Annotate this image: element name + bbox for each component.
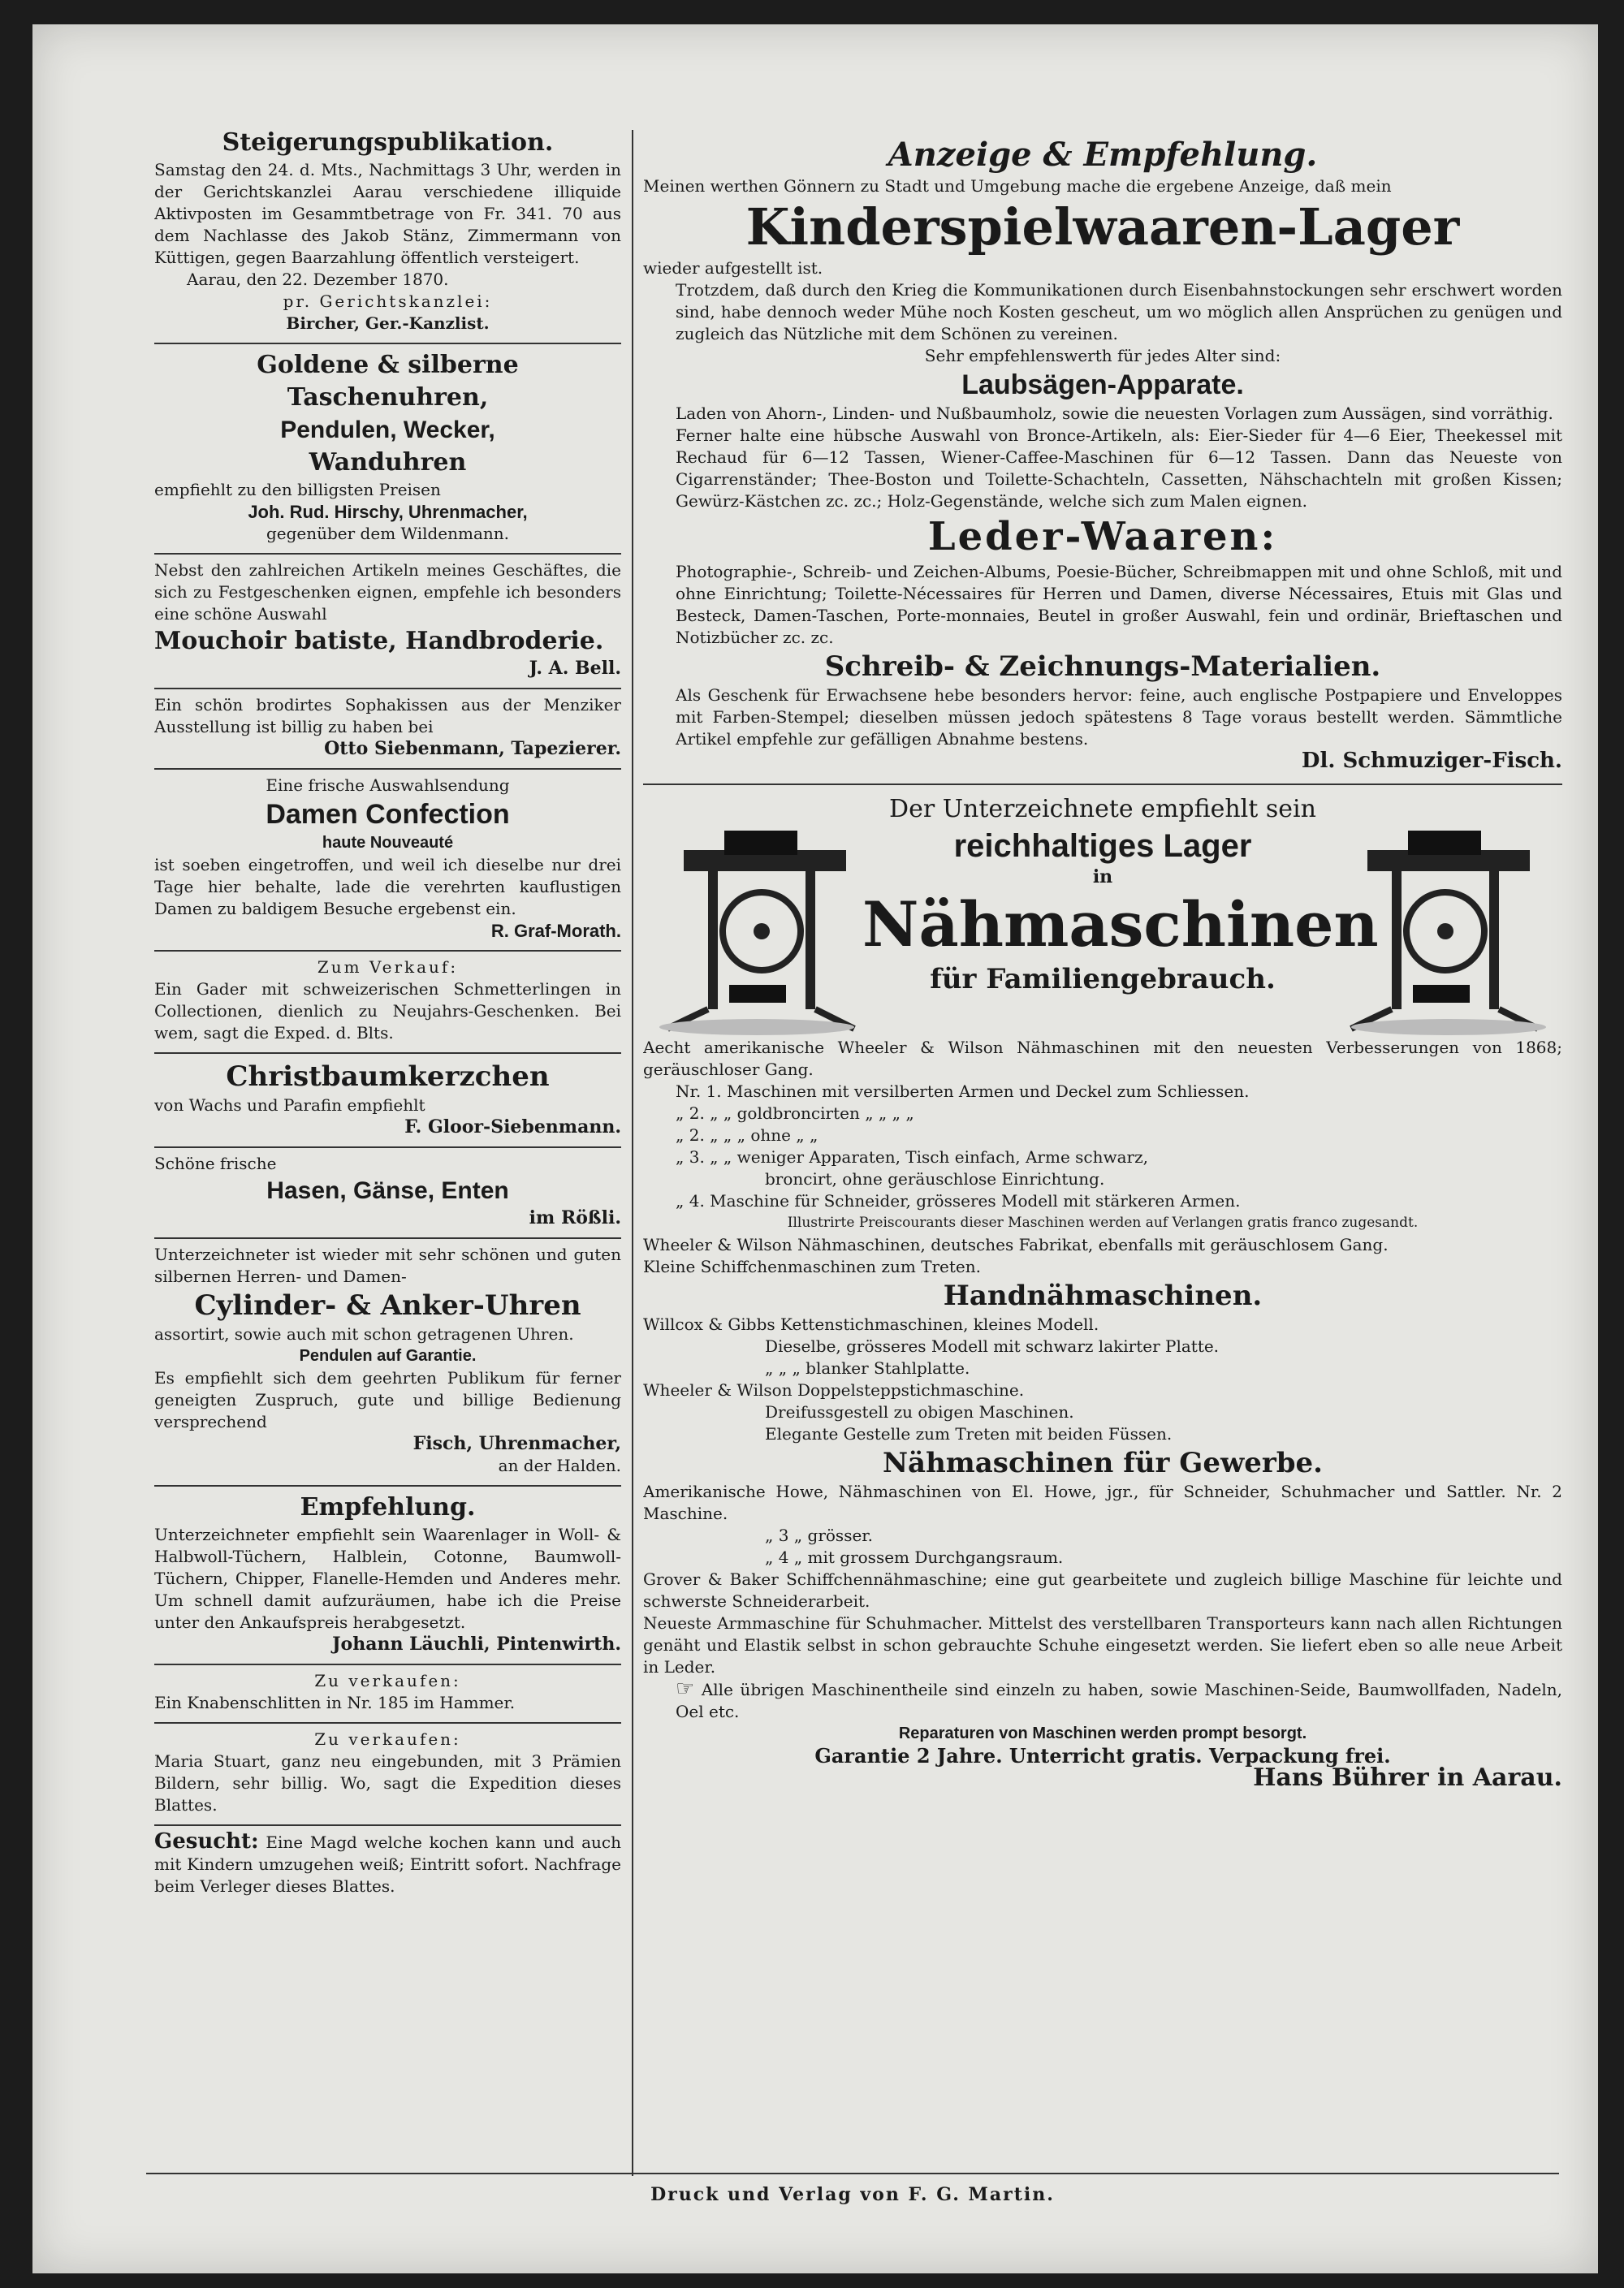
ad-address: gegenüber dem Wildenmann. <box>266 524 510 543</box>
sewing-header <box>643 793 1562 1037</box>
ad-note: Illustrirte Preiscourants dieser Maschinen werden auf Verlangen gratis franco zugesandt. <box>787 1215 1419 1231</box>
ad-lead: Gesucht: <box>154 1829 259 1854</box>
ad-paragraph: Dieselbe, grösseres Modell mit schwarz lakirter Platte. <box>765 1336 1220 1356</box>
ad-body: Eine Magd welche kochen kann und auch mit Kindern umzugehen weiß; Eintritt sofort. Nachfrage beim Verleger dieses Blattes. <box>154 1833 621 1896</box>
ad-headline: Goldene & silberne Taschenuhren, <box>257 351 519 412</box>
ad-date: Aarau, den 22. Dezember 1870. <box>187 270 449 289</box>
ad-paragraph: Elegante Gestelle zum Treten mit beiden Füssen. <box>765 1424 1173 1444</box>
ad-paragraph: wieder aufgestellt ist. <box>643 258 823 278</box>
model-list-item: Nr. 1. Maschinen mit versilberten Armen und Deckel zum Schliessen. <box>676 1081 1250 1101</box>
ad-knabenschlitten <box>154 1665 621 1724</box>
ad-damen-confection <box>154 770 621 952</box>
ad-line: Der Unterzeichnete empfiehlt sein <box>889 795 1316 823</box>
ad-maria-stuart <box>154 1724 621 1826</box>
ad-paragraph: Garantie 2 Jahre. Unterricht gratis. Verpackung frei. <box>814 1744 1391 1768</box>
ad-signature: Dl. Schmuziger-Fisch. <box>1301 749 1562 773</box>
ad-body-2: assortirt, sowie auch mit schon getragenen Uhren. <box>154 1324 574 1344</box>
ad-line: für Familiengebrauch. <box>930 963 1276 995</box>
ad-paragraph: Wheeler & Wilson Nähmaschinen, deutsches Fabrikat, ebenfalls mit geräuschlosem Gang. <box>643 1235 1389 1254</box>
ad-zum-verkauf <box>154 952 621 1054</box>
ad-address: an der Halden. <box>498 1456 621 1475</box>
ad-headline: Christbaumkerzchen <box>226 1060 550 1093</box>
model-list-item: „ 4. Maschine für Schneider, grösseres Modell mit stärkeren Armen. <box>676 1191 1241 1211</box>
ad-section-heading: Leder-Waaren: <box>927 514 1278 559</box>
ad-paragraph: „ 3 „ grösser. <box>765 1526 874 1545</box>
ad-body: empfiehlt zu den billigsten Preisen <box>154 480 441 499</box>
ad-paragraph: Dreifussgestell zu obigen Maschinen. <box>765 1402 1074 1422</box>
ad-paragraph: Alle übrigen Maschinentheile sind einzeln zu haben, sowie Maschinen-Seide, Baumwollfaden, Nadeln, Oel etc. <box>676 1680 1562 1721</box>
right-column <box>643 130 1562 2184</box>
ad-big-headline: Nähmaschinen <box>862 888 1379 961</box>
ad-steigerung <box>154 122 621 344</box>
ad-body: Unterzeichneter empfiehlt sein Waarenlager in Woll- & Halbwoll-Tüchern, Halblein, Cotonne, Baumwoll-Tüchern, Chipper, Flanelle-Hemden und Anderes mehr. Um schnell damit aufzuräumen, habe ich die Preise unter den Ankaufspreis herabgesetzt. <box>154 1525 621 1632</box>
model-list-item: „ 2. „ „ goldbroncirten „ „ „ „ <box>676 1103 914 1123</box>
ad-paragraph: Reparaturen von Maschinen werden prompt besorgt. <box>898 1725 1307 1742</box>
ad-naehmaschinen <box>643 785 1562 1797</box>
column-divider <box>632 130 633 2176</box>
ad-section-heading: Handnähmaschinen. <box>943 1280 1263 1312</box>
ad-hasen <box>154 1148 621 1239</box>
ad-section-heading: Nähmaschinen für Gewerbe. <box>882 1447 1324 1479</box>
ad-headline: Cylinder- & Anker-Uhren <box>194 1289 581 1322</box>
ad-title: Zu verkaufen: <box>314 1729 461 1749</box>
ad-body: Nebst den zahlreichen Artikeln meines Geschäftes, die sich zu Festgeschenken eignen, empfehle ich besonders eine schöne Auswahl <box>154 560 621 624</box>
ad-paragraph: Kleine Schiffchenmaschinen zum Treten. <box>643 1257 982 1276</box>
ad-section-heading: Schreib- & Zeichnungs-Materialien. <box>824 650 1381 683</box>
ad-empfehlung-waarenlager <box>154 1487 621 1665</box>
ad-cylinder-uhren <box>154 1239 621 1487</box>
ad-body: Samstag den 24. d. Mts., Nachmittags 3 Uhr, werden in der Gerichtskanzlei Aarau verschiedene illiquide Aktivposten im Gesammtbetrage von Fr. 341. 70 aus dem Nachlasse des Jakob Stänz, Zimmermann von Küttigen, gegen Baarzahlung öffentlich versteigert. <box>154 160 621 267</box>
ad-paragraph: Laden von Ahorn-, Linden- und Nußbaumholz, sowie die neuesten Vorlagen zum Aussägen, sind vorräthig. <box>676 404 1553 423</box>
ad-title: Zu verkaufen: <box>314 1671 461 1690</box>
ad-paragraph: Als Geschenk für Erwachsene hebe besonders hervor: feine, auch englische Postpapiere und Enveloppes mit Farben-Stempel; dieselben müssen jedoch spätestens 8 Tage voraus bestellt werden. Sämmtliche Artikel empfehle zur gefälligen Abnahme bestens. <box>676 685 1562 749</box>
ad-kinderspielwaaren <box>643 130 1562 785</box>
model-list-item: broncirt, ohne geräuschlose Einrichtung. <box>765 1169 1105 1189</box>
ad-headline-2: Wanduhren <box>309 448 467 477</box>
ad-line: reichhaltiges Lager <box>953 828 1252 864</box>
ad-paragraph: „ „ „ blanker Stahlplatte. <box>765 1358 970 1378</box>
ad-gesucht-magd <box>154 1826 621 1906</box>
ad-paragraph: Trotzdem, daß durch den Krieg die Kommunikationen durch Eisenbahnstockungen sehr erschwert worden sind, habe dennoch weder Mühe noch Kosten gescheut, um wo möglich allen Ansprüchen zu genügen und zugleich das Nützliche mit dem Schönen zu vereinen. <box>676 280 1562 343</box>
ad-mouchoir <box>154 555 621 689</box>
ad-title: Empfehlung. <box>300 1493 476 1522</box>
ad-paragraph: Aecht amerikanische Wheeler & Wilson Nähmaschinen mit den neuesten Verbesserungen von 1868; geräuschloser Gang. <box>643 1038 1562 1079</box>
ad-christbaumkerzchen <box>154 1054 621 1148</box>
ad-intro: Meinen werthen Gönnern zu Stadt und Umgebung mache die ergebene Anzeige, daß mein <box>643 176 1392 196</box>
ad-paragraph: Willcox & Gibbs Kettenstichmaschinen, kleines Modell. <box>643 1315 1099 1334</box>
ad-signature: Joh. Rud. Hirschy, Uhrenmacher, <box>248 502 528 522</box>
ad-signature: J. A. Bell. <box>529 658 621 679</box>
ad-title: Anzeige & Empfehlung. <box>888 136 1318 174</box>
ad-paragraph: Amerikanische Howe, Nähmaschinen von El. Howe, jgr., für Schneider, Schuhmacher und Sattler. Nr. 2 Maschine. <box>643 1482 1562 1523</box>
ad-line: in <box>1092 866 1113 887</box>
ad-paragraph: Sehr empfehlenswerth für jedes Alter sind: <box>924 346 1281 365</box>
ad-body: Unterzeichneter ist wieder mit sehr schönen und guten silbernen Herren- und Damen- <box>154 1245 621 1286</box>
ad-taschenuhren <box>154 344 621 555</box>
ad-signature: Hans Bührer in Aarau. <box>1253 1763 1562 1792</box>
ad-intro: Schöne frische <box>154 1154 277 1173</box>
ad-headline: Hasen, Gänse, Enten <box>266 1177 509 1204</box>
ad-section-heading: Laubsägen-Apparate. <box>961 369 1244 400</box>
ad-paragraph: „ 4 „ mit grossem Durchgangsraum. <box>765 1548 1064 1567</box>
ad-signature: R. Graf-Morath. <box>490 921 621 941</box>
ad-paragraph: Neueste Armmaschine für Schuhmacher. Mittelst des verstellbaren Transporteurs kann nach allen Richtungen genäht und Elastik selbst in schon gebrauchte Schuhe eingesetzt werden. Sie liefert eben so alle neue Arbeit in Leder. <box>643 1613 1562 1677</box>
pointing-hand-icon: ☞ <box>676 1677 695 1701</box>
ad-paragraph: Grover & Baker Schiffchennähmaschine; eine gut gearbeitete und zugleich billige Maschine für leichte und schwerste Schneiderarbeit. <box>643 1569 1562 1611</box>
ad-body: Maria Stuart, ganz neu eingebunden, mit 3 Prämien Bildern, sehr billig. Wo, sagt die Expedition dieses Blattes. <box>154 1751 621 1815</box>
ad-body: Ein Gader mit schweizerischen Schmetterlingen in Collectionen, dienlich zu Neujahrs-Geschenken. Bei wem, sagt die Exped. d. Blts. <box>154 979 621 1043</box>
ad-intro: Eine frische Auswahlsendung <box>266 775 510 795</box>
ad-body-3: Es empfiehlt sich dem geehrten Publikum für ferner geneigten Zuspruch, gute und billige Bedienung versprechend <box>154 1368 621 1431</box>
sewing-center-heading <box>862 793 1379 997</box>
ad-body: ist soeben eingetroffen, und weil ich dieselbe nur drei Tage hier behalte, lade die verehrten kauflustigen Damen zu baldigem Besuche ergebenst ein. <box>154 855 621 918</box>
ad-paragraph: Photographie-, Schreib- und Zeichen-Albums, Poesie-Bücher, Schreibmappen mit und ohne Schloß, mit und ohne Einrichtung; Toilette-Nécessaires für Herren und Damen, diverse Nécessaires, Etuis mit Glas und Besteck, Damen-Taschen, Porte-monnaies, Beutel in großer Auswahl, fein und ordinär, Brieftaschen und Notizbücher zc. zc. <box>676 562 1562 647</box>
sewing-machine-illustration <box>651 826 862 1037</box>
ad-paragraph: Ferner halte eine hübsche Auswahl von Bronce-Artikeln, als: Eier-Sieder für 4—6 Eier, Theekessel mit Rechaud für 6—12 Tassen, Wiener-Caffee-Maschinen für 6—12 Tassen. Dann das Neueste von Cigarrenständer; Thee-Boston und Toilette-Schachteln, Cassetten, Nähschachteln mit großen Kissen; Gewürz-Kästchen zc. zc.; Holz-Gegenstände, welche sich zum Malen eignen. <box>676 425 1562 511</box>
ad-headline: Mouchoir batiste, Handbroderie. <box>154 627 604 655</box>
ad-big-headline: Kinderspielwaaren-Lager <box>745 197 1460 257</box>
ad-body: Ein Knabenschlitten in Nr. 185 im Hammer. <box>154 1693 516 1712</box>
left-column <box>154 122 621 2184</box>
imprint: Druck und Verlag von F. G. Martin. <box>650 2184 1055 2205</box>
ad-signature-line: pr. Gerichtskanzlei: <box>283 291 493 311</box>
ad-signature: im Rößli. <box>529 1207 621 1228</box>
ad-signature: F. Gloor-Siebenmann. <box>404 1116 621 1138</box>
footer-rule <box>146 2173 1559 2174</box>
ad-title: Steigerungspublikation. <box>222 128 554 157</box>
newspaper-page <box>32 24 1598 2273</box>
model-list-item: „ 2. „ „ „ ohne „ „ <box>676 1125 818 1145</box>
ad-subheadline: Pendulen auf Garantie. <box>299 1347 477 1365</box>
ad-body: von Wachs und Parafin empfiehlt <box>154 1095 425 1115</box>
ad-sophakissen <box>154 689 621 770</box>
model-list-item: „ 3. „ „ weniger Apparaten, Tisch einfach, Arme schwarz, <box>676 1147 1148 1167</box>
ad-title: Zum Verkauf: <box>317 957 459 977</box>
ad-signature: Bircher, Ger.-Kanzlist. <box>286 313 490 333</box>
ad-subheadline: haute Nouveauté <box>322 834 454 852</box>
ad-headline: Damen Confection <box>266 799 510 830</box>
ad-body: Ein schön brodirtes Sophakissen aus der Menziker Ausstellung ist billig zu haben bei <box>154 695 621 736</box>
ad-signature: Otto Siebenmann, Tapezierer. <box>324 738 621 759</box>
ad-signature: Fisch, Uhrenmacher, <box>412 1433 621 1454</box>
ad-paragraph: Wheeler & Wilson Doppelsteppstichmaschine. <box>643 1380 1025 1400</box>
ad-signature: Johann Läuchli, Pintenwirth. <box>332 1634 621 1655</box>
sewing-machine-illustration <box>1343 826 1554 1037</box>
ad-subheadline: Pendulen, Wecker, <box>280 417 495 443</box>
